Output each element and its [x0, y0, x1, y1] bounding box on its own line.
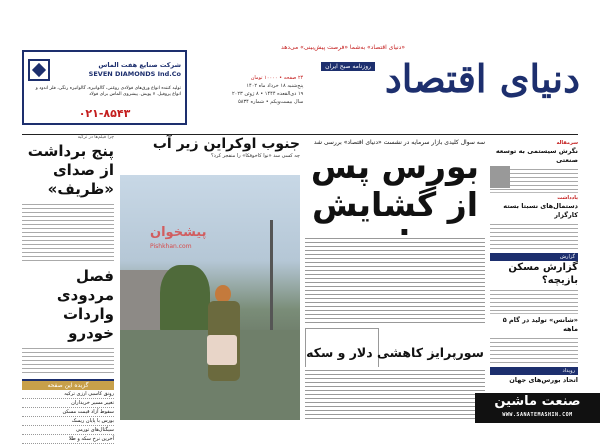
editorial-headline[interactable]: نگرش سیستمی به توسعه صنعتی — [495, 147, 578, 164]
list-item[interactable]: آخرین نرخ سکه و طلا — [22, 435, 114, 444]
section-editorial-tag: سرمقاله — [556, 140, 578, 146]
photo-headline[interactable]: جنوب اوکراین زیر آب — [152, 136, 300, 152]
index-title: گزیده این صفحه — [22, 381, 114, 390]
ad-company-names — [89, 61, 181, 79]
issue-meta — [232, 74, 303, 106]
site-badge[interactable] — [475, 393, 600, 423]
list-item[interactable]: بورس با پایان ریسک — [22, 417, 114, 426]
ad-phone: ۰۲۱-۸۵۴۳ — [78, 107, 131, 120]
figure-bag — [207, 335, 237, 365]
note-headline[interactable]: دستمال‌های نسبتا بسته کارگزار — [503, 202, 578, 219]
logo-subtitle: روزنامه صبح ایران — [321, 62, 375, 71]
badge-title: صنعت ماشین — [494, 394, 581, 409]
newspaper-logo: دنیای اقتصاد — [384, 56, 580, 101]
issue-price: ۲۴ صفحه • ۱۰۰۰۰ تومان — [250, 75, 304, 81]
author-photo — [490, 166, 510, 188]
ad-header — [28, 56, 181, 84]
advertisement-box[interactable] — [22, 50, 187, 125]
divider — [490, 192, 578, 193]
ad-name-en: SEVEN DIAMONDS Ind.Co — [88, 70, 181, 78]
section-report-bar: گزارش — [490, 253, 578, 261]
photo-tree — [160, 265, 210, 335]
main-kicker: سه سوال کلیدی بازار سرمایه در نشست «دنیای اقتصاد» بررسی شد — [313, 139, 485, 146]
divider — [490, 313, 578, 314]
event-headline[interactable]: اتحاد بورس‌های جهان — [509, 376, 578, 384]
flood-photo[interactable] — [120, 175, 300, 420]
production-headline[interactable]: «شانس» تولید در گام ۵ ماهه — [502, 316, 578, 333]
report-headline[interactable]: گزارش مسکن بازیچه؟ — [508, 262, 578, 286]
main-column — [305, 135, 485, 431]
production-text — [490, 335, 578, 365]
issue-date-solar: پنج‌شنبه ۱۸ خرداد ماه ۱۴۰۲ — [246, 83, 304, 89]
section-event-bar: رویداد — [490, 367, 578, 375]
left-story-text — [22, 201, 114, 263]
ad-description: تولید کننده انواع ورق‌های فولادی روغنی، گالوانیزه، گالوانیزه رنگی، فلز اندود و انواع پروفیل. ۷ پویش. پیشروی الماس برای فولاد — [35, 86, 181, 97]
section-note-tag: یادداشت — [557, 195, 578, 201]
right-column — [490, 140, 578, 431]
main-story-text — [305, 235, 485, 325]
watermark-url: Pishkhan.com — [150, 243, 192, 250]
photo-column — [120, 135, 300, 425]
photo-woman-figure — [205, 285, 250, 415]
left-kicker: چرا فیلم‌ها در ترکیه — [77, 135, 114, 140]
left-story-text-2 — [22, 345, 114, 375]
list-item[interactable]: تغییر مسیر خریداران — [22, 399, 114, 408]
left-index-list — [22, 379, 114, 444]
main-headline[interactable]: بورس پس از گشایش — [310, 147, 480, 224]
list-item[interactable]: سیگنال‌های تورمی — [22, 426, 114, 435]
issue-number: سال بیست‌ویکم • شماره ۵۸۳۴ — [238, 99, 304, 105]
left-column — [22, 135, 114, 442]
sub-story-text — [305, 367, 485, 422]
left-headline-zarif[interactable]: پنج برداشت از صدای «ظریف» — [27, 142, 114, 198]
note-text — [490, 221, 578, 251]
issue-date-other: ۱۹ ذی‌القعده ۱۴۴۴ • ۸ ژوئن ۲۰۲۳ — [232, 91, 304, 97]
list-item[interactable]: سقوط آزاد قیمت مسکن — [22, 408, 114, 417]
report-text — [490, 287, 578, 311]
photo-subheadline: چه کسی سد «نوا کاخوفکا» را منفجر کرد؟ — [211, 153, 300, 159]
badge-url: WWW.SANATEMASHIN.COM — [502, 412, 573, 418]
ad-name-fa: شرکت صنایع هفت الماس — [98, 61, 181, 69]
tagline: «دنیای اقتصاد» به‌شما «فرصت پیش‌بینی» می‌دهد — [281, 44, 405, 51]
list-item[interactable]: رونق کاسبی ارزی ترکیه — [22, 390, 114, 399]
watermark-text: پیشخوان — [150, 225, 207, 240]
diamond-logo-icon — [28, 59, 50, 81]
left-headline-car-import[interactable]: فصل مردودی واردات خودرو — [56, 267, 114, 342]
masthead — [0, 0, 600, 135]
sub-headline-dollar[interactable]: سورپرایز کاهشی دلار و سکه — [306, 345, 484, 360]
